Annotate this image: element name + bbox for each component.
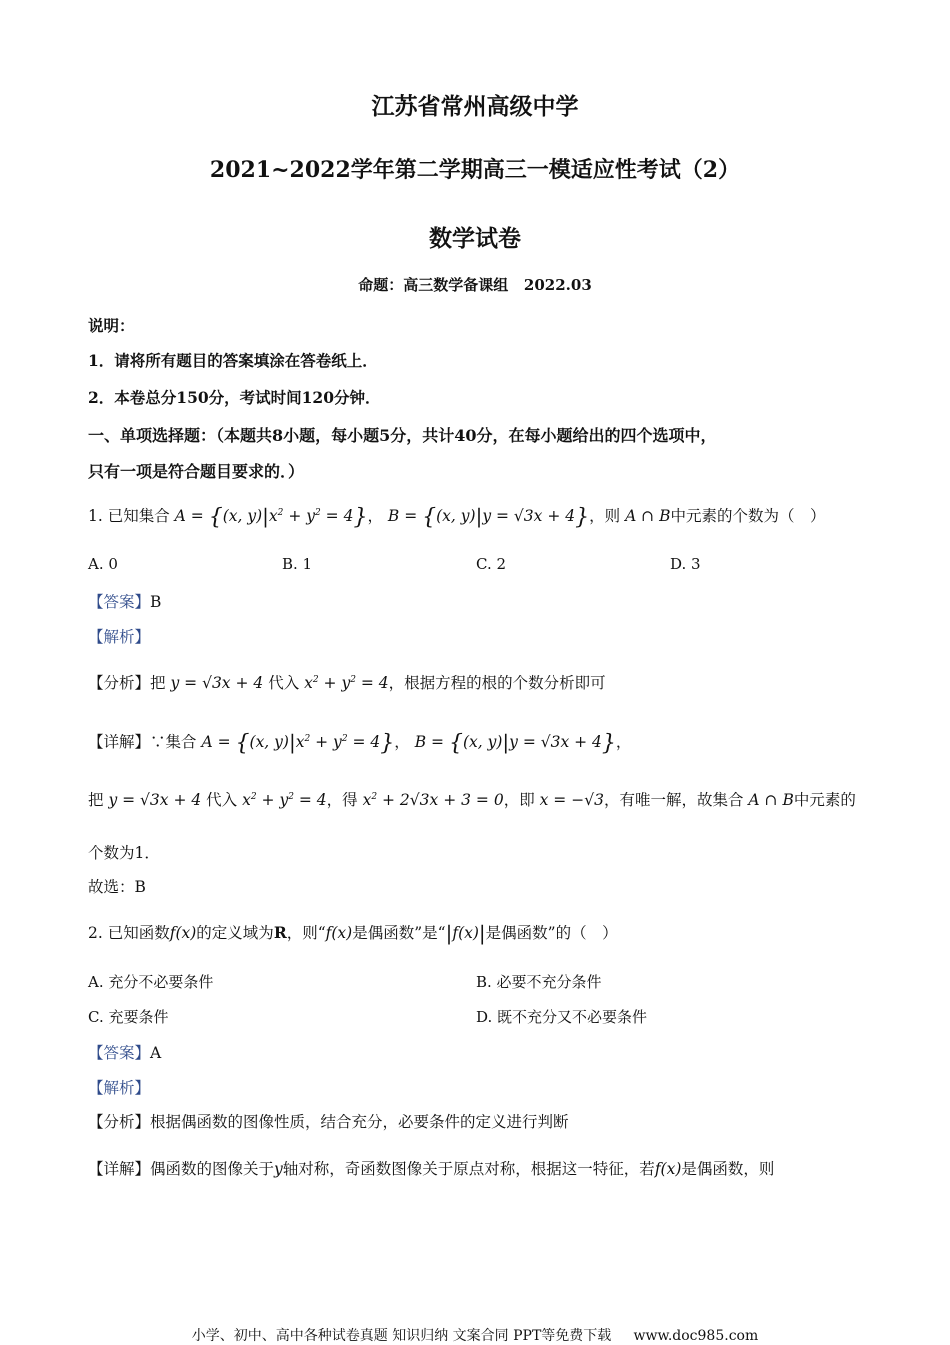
question-1-stem: 1. 已知集合 A = {(x, $y)|x^2 + y^2 = 4$}， B = {(x, y)|y = √3x + 4}，则 A ∩ B中元素的个数为（ ）	[88, 504, 826, 530]
q2-analysis-tag: 【解析】	[88, 1079, 151, 1097]
circle-equation: $x^2 + y^2 = 4$	[304, 674, 389, 692]
q1-detail-line1: 【详解】∵集合 A = {(x, $y)|x^2 + y^2 = 4$}， B = {(x, y)|y = √3x + 4}，	[88, 730, 632, 756]
section-heading-line2: 只有一项是符合题目要求的．）	[88, 462, 305, 481]
answer-value: A	[150, 1044, 162, 1062]
set-b-formula: B = {(x, y)|y = √3x + 4}	[414, 730, 616, 756]
subject-title: 数学试卷	[429, 225, 521, 252]
intersection-formula: A ∩ B	[748, 791, 794, 809]
q1-detail-line3: 个数为1．	[88, 844, 160, 862]
set-a-formula: A = {(x, $y)|x^2 + y^2 = 4$}	[174, 504, 368, 530]
q2-answer	[88, 1041, 161, 1063]
exam-date: 2022.03	[523, 276, 592, 294]
solution-formula: x = −√3	[539, 791, 604, 809]
function-f: f(x)	[325, 924, 353, 942]
q1-fenxi: 【分析】把 y = √3x + 4 代入 $x^2 + y^2 = 4$，根据方程的根的个数分析即可	[88, 674, 606, 692]
abs-function-f: |f(x)|	[445, 921, 486, 945]
note-item-2: 2．本卷总分150分，考试时间120分钟．	[88, 388, 381, 407]
q2-option-b: B. 必要不充分条件	[476, 973, 602, 991]
line-equation: y = √3x + 4	[170, 674, 264, 692]
q1-option-a: A. 0	[88, 555, 118, 573]
q2-option-a: A. 充分不必要条件	[88, 973, 214, 991]
author-label: 命题：高三数学备课组	[358, 276, 509, 294]
line-equation: y = √3x + 4	[108, 791, 202, 809]
q2-option-c: C. 充要条件	[88, 1008, 169, 1026]
intersection-formula: A ∩ B	[625, 507, 671, 525]
answer-tag: 【答案】	[88, 593, 151, 611]
function-f: f(x)	[169, 924, 197, 942]
section-heading-line1: 一、单项选择题：（本题共8小题，每小题5分，共计40分，在每小题给出的四个选项中，	[88, 426, 717, 445]
circle-equation: $x^2 + y^2 = 4$	[242, 791, 327, 809]
q1-conclusion: 故选：B	[88, 878, 146, 896]
footer-url[interactable]: www.doc985.com	[633, 1328, 759, 1344]
q1-option-c: C. 2	[476, 555, 507, 573]
notes-title: 说明：	[88, 316, 135, 335]
exam-title: 2021~2022学年第二学期高三一模适应性考试（2）	[209, 157, 741, 183]
question-2-stem: 2. 已知函数f(x)的定义域为R，则“f(x)是偶函数”是“|f(x)|是偶函数”的（ ）	[88, 921, 618, 945]
note-item-1: 1．请将所有题目的答案填涂在答卷纸上．	[88, 351, 378, 370]
q2-detail: 【详解】偶函数的图像关于y轴对称，奇函数图像关于原点对称，根据这一特征，若f(x)是偶函数，则	[88, 1160, 775, 1178]
q1-option-d: D. 3	[670, 555, 701, 573]
set-b-formula: B = {(x, y)|y = √3x + 4}	[387, 504, 590, 530]
answer-value: B	[150, 593, 162, 611]
footer-text: 小学、初中、高中各种试卷真题 知识归纳 文案合同 PPT等免费下载	[191, 1328, 612, 1344]
q2-fenxi: 【分析】根据偶函数的图像性质，结合充分，必要条件的定义进行判断	[88, 1113, 569, 1131]
answer-tag: 【答案】	[88, 1044, 151, 1062]
quadratic-equation: $x^2 + 2√3x + 3 = 0$	[362, 791, 504, 809]
q2-option-d: D. 既不充分又不必要条件	[476, 1008, 648, 1026]
q1-analysis-tag: 【解析】	[88, 628, 151, 646]
function-f: f(x)	[654, 1160, 682, 1178]
school-title: 江苏省常州高级中学	[371, 93, 579, 120]
q1-detail-line2: 把 y = √3x + 4 代入 $x^2 + y^2 = 4$，得 $x^2 + 2√3x + 3 = 0$，即 x = −√3，有唯一解，故集合 A ∩ B中元素的	[88, 791, 856, 809]
axis-y: y	[274, 1160, 283, 1178]
q1-option-b: B. 1	[282, 555, 313, 573]
q1-answer	[88, 590, 161, 612]
q1-stem-text: 1. 已知集合	[88, 507, 170, 525]
author-line	[0, 274, 950, 295]
page-footer	[0, 1325, 950, 1345]
set-a-formula: A = {(x, $y)|x^2 + y^2 = 4$}	[201, 730, 395, 756]
